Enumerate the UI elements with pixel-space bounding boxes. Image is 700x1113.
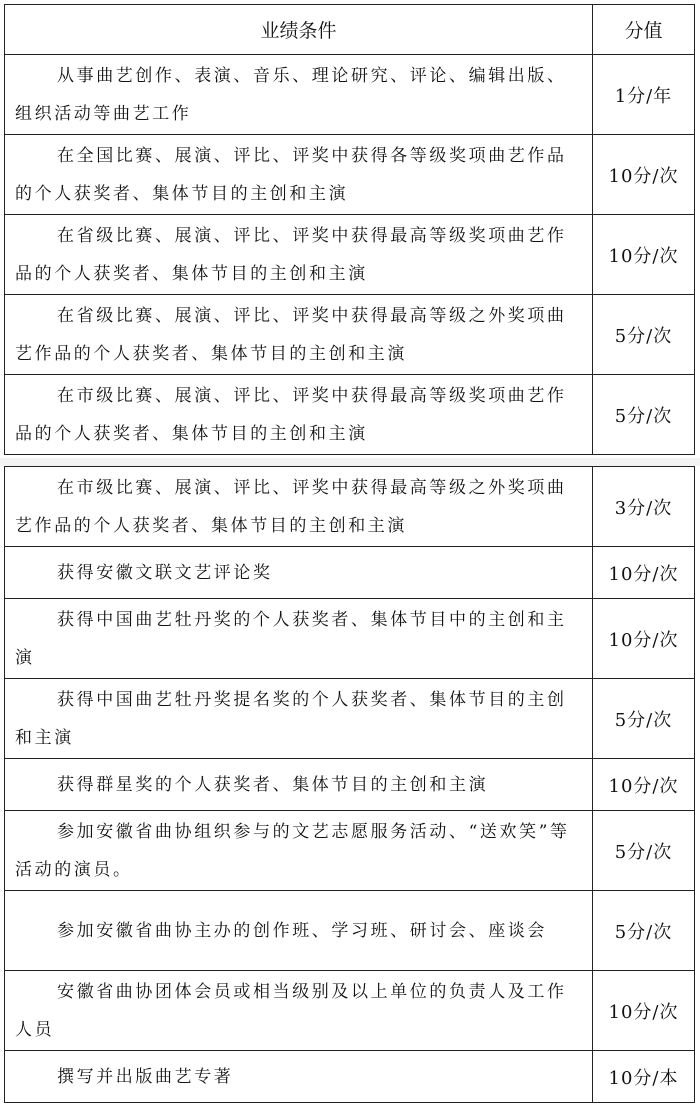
score-cell: 10分/次: [593, 599, 695, 679]
condition-cell: [5, 971, 593, 1051]
header-score: 分值: [593, 5, 695, 55]
score-cell: 1分/年: [593, 55, 695, 135]
score-cell: 10分/本: [593, 1051, 695, 1103]
table-row: [5, 135, 695, 215]
condition-cell: [5, 375, 593, 455]
table-row: [5, 375, 695, 455]
score-cell: 5分/次: [593, 811, 695, 891]
score-cell: 10分/次: [593, 135, 695, 215]
table-row: [5, 679, 695, 759]
table-row: [5, 971, 695, 1051]
score-cell: 10分/次: [593, 215, 695, 295]
score-cell: 5分/次: [593, 375, 695, 455]
condition-cell: [5, 135, 593, 215]
condition-cell: [5, 759, 593, 811]
condition-cell: [5, 295, 593, 375]
condition-text: 参加安徽省曲协主办的创作班、学习班、研讨会、座谈会: [57, 921, 547, 941]
table-row: [5, 891, 695, 971]
table-header-row: [5, 5, 695, 55]
score-cell: 5分/次: [593, 891, 695, 971]
scoring-table-top: [4, 4, 695, 455]
header-condition: 业绩条件: [5, 5, 593, 55]
score-cell: 3分/次: [593, 467, 695, 547]
condition-cell: [5, 215, 593, 295]
condition-cell: [5, 811, 593, 891]
condition-cell: [5, 891, 593, 971]
condition-text: 在省级比赛、展演、评比、评奖中获得最高等级奖项曲艺作品的个人获奖者、集体节目的主创和主演: [15, 226, 567, 284]
table-row: [5, 215, 695, 295]
condition-text: 参加安徽省曲协组织参与的文艺志愿服务活动、“送欢笑”等活动的演员。: [15, 822, 570, 880]
table-row: [5, 1051, 695, 1103]
condition-text: 撰写并出版曲艺专著: [57, 1067, 234, 1087]
score-cell: 10分/次: [593, 971, 695, 1051]
table-row: [5, 295, 695, 375]
condition-text: 获得群星奖的个人获奖者、集体节目的主创和主演: [57, 775, 489, 795]
condition-cell: [5, 1051, 593, 1103]
condition-cell: [5, 55, 593, 135]
condition-text: 从事曲艺创作、表演、音乐、理论研究、评论、编辑出版、组织活动等曲艺工作: [15, 66, 567, 124]
table-row: [5, 467, 695, 547]
score-cell: 5分/次: [593, 295, 695, 375]
condition-text: 在全国比赛、展演、评比、评奖中获得各等级奖项曲艺作品的个人获奖者、集体节目的主创和主演: [15, 146, 567, 204]
condition-cell: [5, 679, 593, 759]
table-row: [5, 55, 695, 135]
table-row: [5, 547, 695, 599]
table-row: [5, 811, 695, 891]
table-row: [5, 759, 695, 811]
condition-text: 获得中国曲艺牡丹奖提名奖的个人获奖者、集体节目的主创和主演: [15, 690, 567, 748]
condition-cell: [5, 599, 593, 679]
scoring-table-bottom: [4, 466, 695, 1103]
condition-text: 在市级比赛、展演、评比、评奖中获得最高等级之外奖项曲艺作品的个人获奖者、集体节目的主创和主演: [15, 478, 567, 536]
condition-cell: [5, 467, 593, 547]
condition-text: 安徽省曲协团体会员或相当级别及以上单位的负责人及工作人员: [15, 982, 567, 1040]
condition-text: 在市级比赛、展演、评比、评奖中获得最高等级奖项曲艺作品的个人获奖者、集体节目的主创和主演: [15, 386, 567, 444]
condition-text: 在省级比赛、展演、评比、评奖中获得最高等级之外奖项曲艺作品的个人获奖者、集体节目的主创和主演: [15, 306, 567, 364]
page-gap: [0, 458, 700, 466]
condition-text: 获得中国曲艺牡丹奖的个人获奖者、集体节目中的主创和主演: [15, 610, 567, 668]
table-row: [5, 599, 695, 679]
condition-cell: [5, 547, 593, 599]
score-cell: 5分/次: [593, 679, 695, 759]
score-cell: 10分/次: [593, 759, 695, 811]
score-cell: 10分/次: [593, 547, 695, 599]
condition-text: 获得安徽文联文艺评论奖: [57, 563, 273, 583]
